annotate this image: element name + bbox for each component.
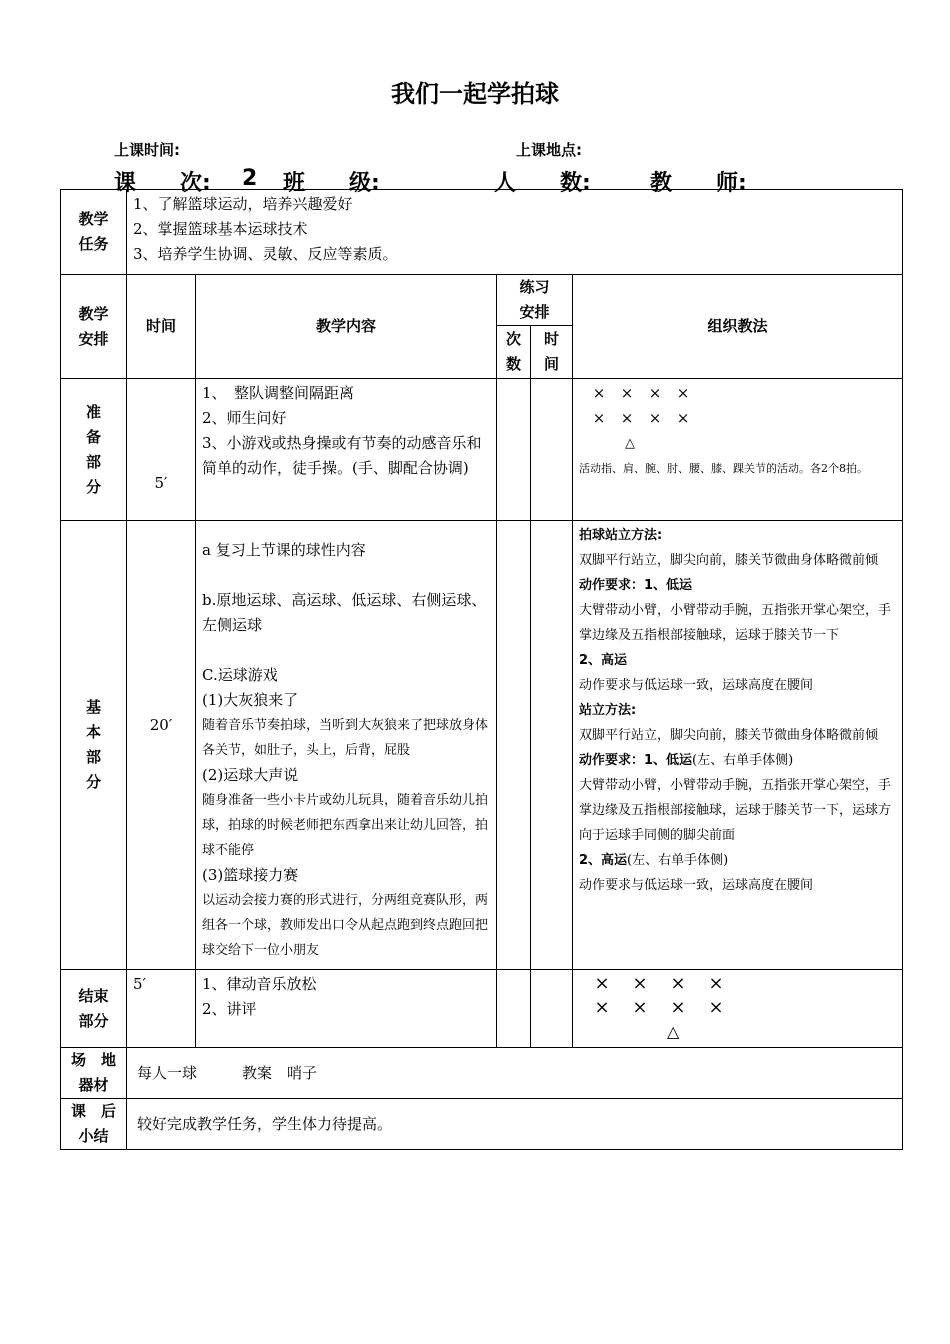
lesson-plan-table [60,189,903,1150]
student-mark: × [632,973,648,994]
student-mark: × [676,409,690,427]
lesson-value: 2 [242,166,258,191]
student-mark: × [632,997,648,1018]
student-mark: × [670,973,686,994]
prep-times [497,379,531,521]
task-item: 3、培养学生协调、灵敏、反应等素质。 [133,245,398,263]
method-heading: 2、高运 [579,653,628,668]
game-title: (2)运球大声说 [202,766,299,784]
game-title: (1)大灰狼来了 [202,691,299,709]
student-mark: × [648,384,662,402]
end-duration [531,970,573,1048]
teacher-triangle: △ [667,1022,680,1041]
basic-times [497,521,531,970]
prep-method [573,379,903,521]
method-heading: 拍球站立方法: [579,528,663,543]
prep-item: 1、 整队调整间隔距离 [202,384,355,402]
basic-duration [531,521,573,970]
student-mark: × [648,409,662,427]
basic-content [196,521,497,970]
method-text: 双脚平行站立，脚尖向前，膝关节微曲身体略微前倾 [579,553,879,568]
end-item: 2、讲评 [202,1000,257,1018]
count-label: 人 数: [494,171,591,196]
end-time: 5′ [127,970,196,1048]
student-mark: × [676,384,690,402]
prep-note: 活动指、肩、腕、肘、腰、膝、踝关节的活动。各2个8拍。 [579,462,868,475]
end-method [573,970,903,1048]
end-item: 1、律动音乐放松 [202,975,317,993]
student-mark: × [708,997,724,1018]
game-title: (3)篮球接力赛 [202,866,299,884]
task-item: 2、掌握篮球基本运球技术 [133,220,308,238]
end-content [196,970,497,1048]
student-mark: × [620,384,634,402]
column-time: 时间 [127,275,196,379]
task-content [127,190,903,275]
method-note: (左、右单手体侧) [692,753,794,768]
teacher-triangle: △ [625,436,635,451]
method-heading: 动作要求：1、低运 [579,578,693,593]
equipment-label: 场 地 器材 [61,1048,127,1099]
method-text: 动作要求与低运球一致，运球高度在腰间 [579,878,814,893]
column-times: 次 数 [497,326,531,379]
game-desc: 随着音乐节奏拍球，当听到大灰狼来了把球放身体各关节，如肚子，头上，后背，屁股 [202,718,489,758]
formation-row [579,406,896,431]
formation-row [579,972,896,996]
student-mark: × [594,973,610,994]
column-duration: 时 间 [531,326,573,379]
game-desc: 以运动会接力赛的形式进行，分两组竞赛队形，两组各一个球，教师发出口令从起点跑到终点跑回把球交给下一位小朋友 [202,893,489,958]
prep-content [196,379,497,521]
student-mark: × [592,384,606,402]
column-practice: 练习 安排 [497,275,573,326]
student-mark: × [594,997,610,1018]
formation-row [579,381,896,406]
prep-item: 3、小游戏或热身操或有节奏的动感音乐和简单的动作，徒手操。(手、脚配合协调) [202,434,482,477]
prep-label: 准 备 部 分 [61,379,127,521]
summary-label: 课 后 小结 [61,1099,127,1150]
formation-row [579,996,896,1020]
basic-a: a 复习上节课的球性内容 [202,541,366,559]
student-mark: × [592,409,606,427]
time-label: 上课时间: [114,141,180,159]
column-content: 教学内容 [196,275,497,379]
task-item: 1、了解篮球运动，培养兴趣爱好 [133,195,353,213]
method-text: 双脚平行站立，脚尖向前，膝关节微曲身体略微前倾 [579,728,879,743]
method-heading: 站立方法: [579,703,637,718]
method-text: 大臂带动小臂，小臂带动手腕，五指张开掌心架空，手掌边缘及五指根部接触球，运球于膝关节一下 [579,603,892,643]
lesson-label: 课 次: [114,171,211,196]
prep-time: 5′ [127,379,196,521]
student-mark: × [620,409,634,427]
basic-label: 基 本 部 分 [61,521,127,970]
basic-method [573,521,903,970]
page-title: 我们一起学拍球 [391,80,559,108]
student-mark: × [708,973,724,994]
prep-duration [531,379,573,521]
prep-item: 2、师生问好 [202,409,287,427]
game-desc: 随身准备一些小卡片或幼儿玩具，随着音乐幼儿拍球，拍球的时候老师把东西拿出来让幼儿回答，拍球不能停 [202,793,489,858]
student-mark: × [670,997,686,1018]
method-heading: 动作要求：1、低运 [579,753,693,768]
teacher-label: 教 师: [650,171,747,196]
basic-time: 20′ [127,521,196,970]
basic-b: b.原地运球、高运球、低运球、右侧运球、左侧运球 [202,591,487,634]
class-label: 班 级: [283,171,380,196]
column-method: 组织教法 [573,275,903,379]
task-label: 教学 任务 [61,190,127,275]
place-label: 上课地点: [516,141,582,159]
end-label: 结束 部分 [61,970,127,1048]
end-times [497,970,531,1048]
method-heading: 2、高运 [579,853,628,868]
summary-value: 较好完成教学任务，学生体力待提高。 [127,1099,903,1150]
method-note: (左、右单手体侧) [627,853,729,868]
method-text: 动作要求与低运球一致，运球高度在腰间 [579,678,814,693]
column-arrange: 教学 安排 [61,275,127,379]
method-text: 大臂带动小臂，小臂带动手腕，五指张开掌心架空，手掌边缘及五指根部接触球，运球于膝关节一下，运球方向于运球手同侧的脚尖前面 [579,778,892,843]
basic-c: C.运球游戏 [202,666,278,684]
equipment-value: 每人一球 教案 哨子 [127,1048,903,1099]
